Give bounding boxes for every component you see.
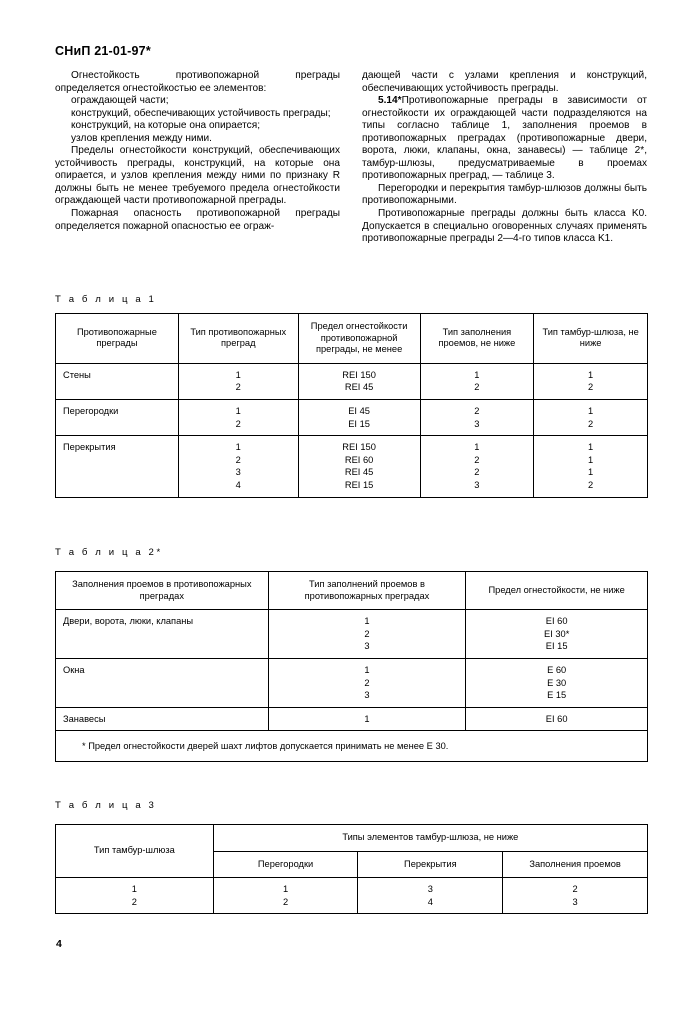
table2-r2-limit: [466, 658, 648, 707]
table2-header-row: [56, 572, 648, 610]
cell-line: 1: [474, 442, 480, 453]
cell-line: 4: [427, 896, 433, 907]
cell-line: 4: [235, 479, 241, 490]
document-title: СНиП 21-01-97*: [55, 44, 151, 58]
paragraph-fastening-units: узлов крепления между ними.: [71, 132, 212, 144]
cell-line: 2: [131, 896, 137, 907]
paragraph-supporting-structures: конструкций, на которые она опирается;: [71, 120, 260, 132]
cell-line: 1: [588, 369, 594, 380]
table3-subheader-openings: Заполнения проемов: [503, 851, 648, 878]
paragraph-fire-resistance-definition: Огнестойкость противопожарной преграды определяется огнестойкостью ее элементов:: [55, 70, 340, 94]
cell-line: 1: [282, 884, 289, 895]
table2-header-opening-type: Тип заполнений проемов в противопожарных преградах: [268, 572, 466, 610]
cell-line: 3: [364, 690, 370, 701]
cell-line: 2: [364, 628, 370, 639]
paragraph-enclosing-part: ограждающей части;: [71, 95, 169, 107]
table3-caption: Т а б л и ц а 3: [55, 800, 157, 811]
cell-line: REI 45: [344, 382, 374, 393]
paragraph-class-k0: Противопожарные преграды должны быть класса K0. Допускается в специально оговоренных случаях применять противопожарные преграды 2—4-го типов класса K1.: [362, 208, 647, 245]
table-row: [56, 399, 648, 435]
cell-line: 2: [474, 405, 480, 416]
cell-line: 1: [588, 467, 594, 478]
cell-line: 3: [474, 479, 480, 490]
cell-line: 1: [364, 616, 370, 627]
cell-line: EI 45: [348, 405, 370, 416]
cell-line: 2: [572, 884, 578, 895]
cell-line: 2: [588, 382, 594, 393]
table3-header-group: Типы элементов тамбур-шлюза, не ниже: [213, 825, 647, 852]
paragraph-fire-hazard: Пожарная опасность противопожарной преграды определяется пожарной опасностью ее ограж-: [55, 208, 340, 232]
cell-line: 3: [364, 641, 370, 652]
table1-r3-type: [178, 436, 298, 497]
table-row: [56, 436, 648, 497]
table1-header-row: [56, 314, 648, 364]
cell-line: 1: [235, 442, 241, 453]
table2-r3-name: Занавесы: [56, 707, 269, 731]
cell-line: 2: [474, 382, 480, 393]
table3-openings: [503, 878, 648, 914]
table-3: [55, 824, 648, 914]
table2-r3-type: [268, 707, 466, 731]
cell-line: 2: [364, 677, 370, 688]
cell-line: 1: [474, 369, 480, 380]
table1-r3-opening: [420, 436, 534, 497]
cell-line: 2: [235, 382, 241, 393]
cell-line: 1: [364, 664, 370, 675]
table2-r2-type: [268, 658, 466, 707]
table2-r3-limit: [466, 707, 648, 731]
table2-r2-name: Окна: [56, 658, 269, 707]
cell-line: REI 150: [342, 369, 376, 380]
table1-r1-type: [178, 363, 298, 399]
table-row: [56, 878, 648, 914]
table2-r1-type: [268, 610, 466, 659]
table3-subheader-floors: Перекрытия: [358, 851, 503, 878]
page-number: 4: [56, 938, 62, 950]
table1-r1-name: Стены: [56, 363, 179, 399]
cell-line: 2: [282, 896, 289, 907]
table1-header-opening-type: Тип заполнения проемов, не ниже: [420, 314, 534, 364]
cell-line: 2: [588, 418, 594, 429]
cell-line: 1: [588, 405, 594, 416]
table-row: [56, 610, 648, 659]
cell-line: 1: [131, 884, 137, 895]
cell-line: 1: [235, 369, 241, 380]
table1-header-barriers: Противопожарные преграды: [56, 314, 179, 364]
table1-r3-limit: [298, 436, 420, 497]
paragraph-vestibule-partitions: Перегородки и перекрытия тамбур-шлюзов должны быть противопожарными.: [362, 182, 647, 207]
cell-line: REI 60: [344, 454, 374, 465]
cell-line: 1: [364, 713, 370, 724]
cell-line: E 60: [547, 664, 567, 675]
cell-line: EI 15: [545, 641, 568, 652]
table3-header-row-1: [56, 825, 648, 852]
paragraph-stability-structures: конструкций, обеспечивающих устойчивость преграды;: [71, 107, 331, 119]
cell-line: 1: [588, 454, 594, 465]
cell-line: E 15: [547, 690, 567, 701]
right-column: [362, 70, 647, 246]
left-column: [55, 70, 340, 246]
cell-line: REI 150: [342, 442, 376, 453]
table1-r2-limit: [298, 399, 420, 435]
table-row: [56, 658, 648, 707]
cell-line: EI 60: [545, 713, 568, 724]
table1-r2-lock: [534, 399, 648, 435]
table-row: [56, 363, 648, 399]
cell-line: EI 15: [348, 418, 370, 429]
cell-line: E 30: [547, 677, 567, 688]
table1-header-fire-limit: Предел огнестойкости противопожарной преграды, не менее: [298, 314, 420, 364]
table3-header-vestibule-type: Тип тамбур-шлюза: [56, 825, 214, 878]
table-1: [55, 313, 648, 498]
table3-lock-type: [56, 878, 214, 914]
table1-caption: Т а б л и ц а 1: [55, 294, 157, 305]
cell-line: REI 15: [344, 479, 374, 490]
table1-r3-lock: [534, 436, 648, 497]
table1-r1-opening: [420, 363, 534, 399]
table2-header-openings: Заполнения проемов в противопожарных преградах: [56, 572, 269, 610]
table3-floors: [358, 878, 503, 914]
table1-r1-limit: [298, 363, 420, 399]
table2-header-fire-limit: Предел огнестойкости, не ниже: [466, 572, 648, 610]
cell-line: 1: [235, 405, 241, 416]
table1-r3-name: Перекрытия: [56, 436, 179, 497]
cell-line: 3: [474, 418, 480, 429]
table2-r1-limit: [466, 610, 648, 659]
cell-line: 2: [474, 467, 480, 478]
body-columns: [55, 70, 648, 246]
table1-header-barrier-type: Тип противопожарных преград: [178, 314, 298, 364]
cell-line: REI 45: [344, 467, 374, 478]
table3-partitions: [213, 878, 358, 914]
cell-line: 2: [588, 479, 594, 490]
table2-footnote-row: [56, 731, 648, 762]
table1-r2-opening: [420, 399, 534, 435]
cell-line: EI 60: [545, 616, 568, 627]
cell-line: 3: [235, 467, 241, 478]
table1-r2-name: Перегородки: [56, 399, 179, 435]
table-2: [55, 571, 648, 762]
cell-line: EI 30*: [543, 628, 570, 639]
paragraph-continuation: дающей части с узлами крепления и конструкций, обеспечивающих устойчивость преграды.: [362, 70, 647, 94]
table2-caption: Т а б л и ц а 2*: [55, 547, 163, 558]
table1-header-vestibule-type: Тип тамбур-шлюза, не ниже: [534, 314, 648, 364]
cell-line: 2: [235, 454, 241, 465]
table-row: [56, 707, 648, 731]
table2-footnote: * Предел огнестойкости дверей шахт лифтов допускается принимать не менее E 30.: [56, 731, 648, 762]
cell-line: 3: [427, 884, 433, 895]
table3-subheader-partitions: Перегородки: [213, 851, 358, 878]
paragraph-limits-r-criterion: Пределы огнестойкости конструкций, обеспечивающих устойчивость преграды, конструкций, на которые она опирается, и узлов крепления между ними по признаку R должны быть не менее требуемого предела огнестойкости ограждающей части противопожарной преграды.: [55, 145, 340, 207]
clause-number: 5.14*: [378, 95, 402, 107]
table1-r1-lock: [534, 363, 648, 399]
cell-line: 3: [572, 896, 578, 907]
cell-line: 2: [235, 418, 241, 429]
paragraph-clause-5-14: [362, 95, 647, 183]
table2-r1-name: Двери, ворота, люки, клапаны: [56, 610, 269, 659]
clause-body: Противопожарные преграды в зависимости от огнестойкости их ограждающей части подразделяются на типы согласно таблице 1, заполнения проемов в противопожарных преградах (противопожарные двери, ворота, люки, клапаны, окна, занавесы) — таблице 2*, тамбур-шлюзы, предусматриваемые в проемах противопожарных преград, — таблице 3.: [362, 95, 647, 182]
cell-line: 2: [474, 454, 480, 465]
table1-r2-type: [178, 399, 298, 435]
cell-line: 1: [588, 442, 594, 453]
